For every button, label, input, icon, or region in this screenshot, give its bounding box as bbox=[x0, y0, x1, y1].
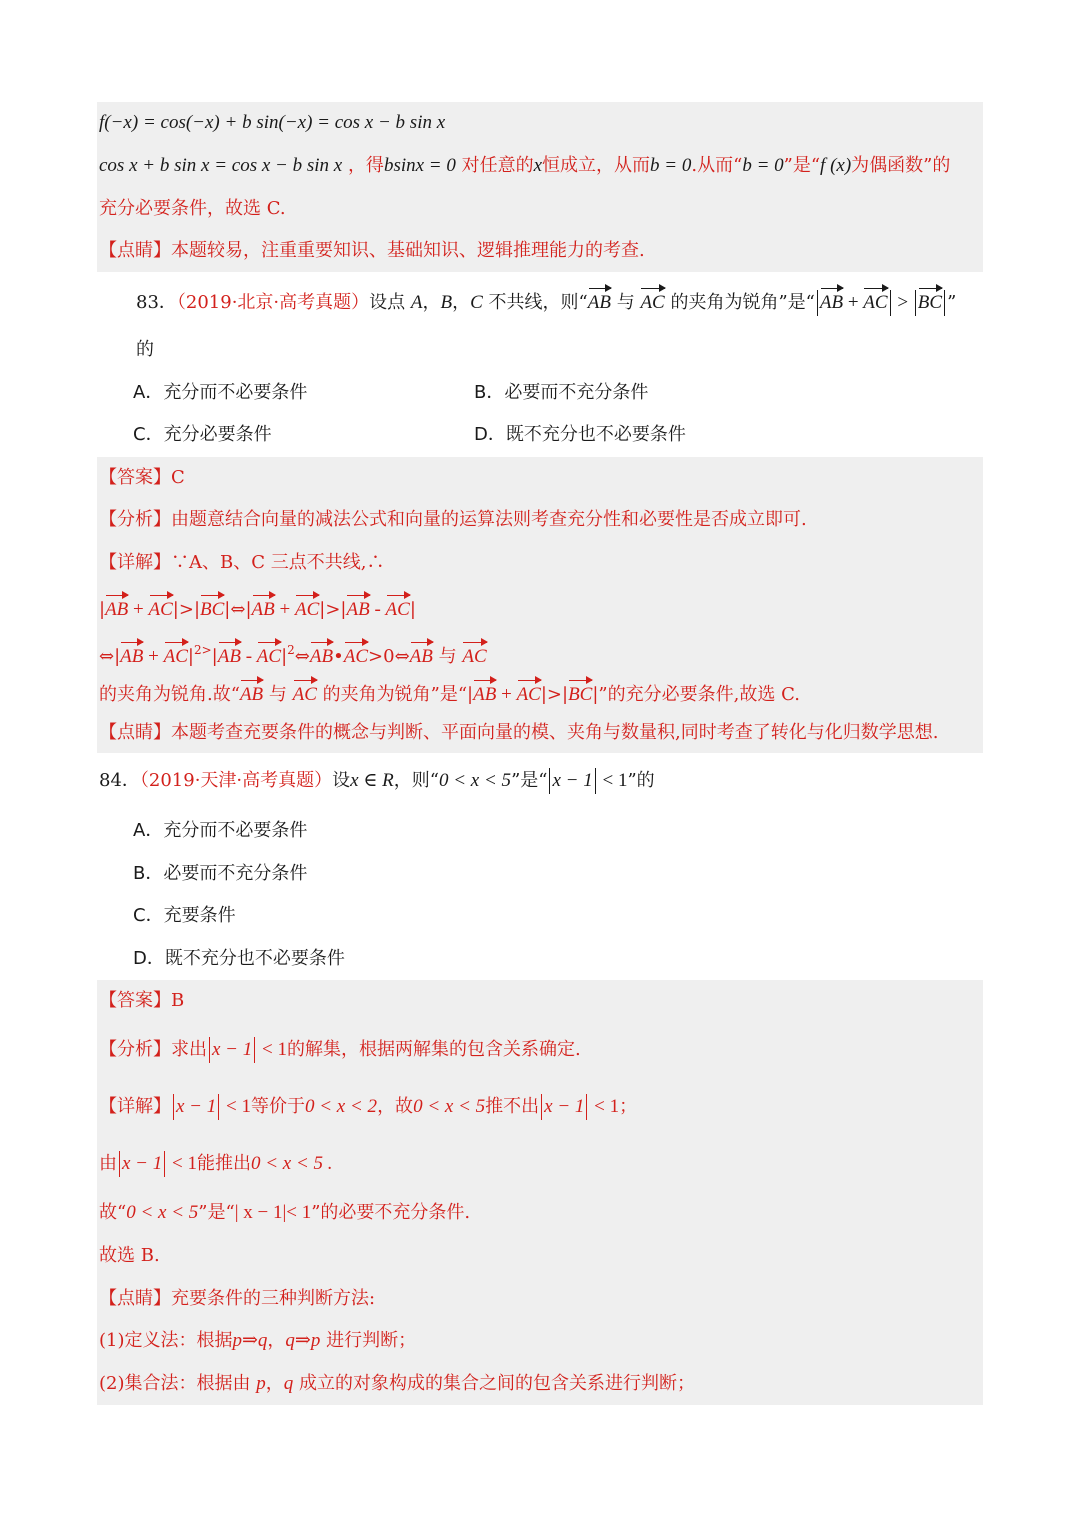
formula-lt-1: < 1 bbox=[257, 1039, 287, 1060]
question-source: （2019·天津·高考真题） bbox=[139, 770, 333, 791]
formula-b0-quote: b = 0 bbox=[742, 155, 784, 176]
pipe: | bbox=[224, 599, 231, 620]
q83-option-d[interactable]: D．既不充分也不必要条件 bbox=[474, 424, 686, 445]
formula-0-x-5: 0 < x < 5 bbox=[126, 1202, 199, 1223]
a84-answer: 【答案】B bbox=[99, 990, 185, 1011]
formula-x-minus-1: x − 1 bbox=[176, 1096, 217, 1117]
vector-AC: AC bbox=[295, 594, 319, 623]
a84-choose: 故选 B. bbox=[99, 1245, 160, 1266]
a84-detail bbox=[99, 1094, 637, 1120]
vector-AB: AB bbox=[218, 641, 241, 670]
vector-AC: AC bbox=[517, 679, 541, 708]
block1-line2 bbox=[99, 153, 950, 179]
abs-bar bbox=[549, 768, 550, 794]
block1-note: 【点睛】本题较易，注重重要知识、基础知识、逻辑推理能力的考查. bbox=[99, 240, 645, 261]
abs-bar bbox=[119, 1151, 120, 1177]
vector-AC: AC bbox=[386, 594, 410, 623]
abs-bar bbox=[254, 1037, 255, 1063]
conclusion-a: 的夹角为锐角.故“ bbox=[99, 684, 240, 705]
gt-zero: >0 bbox=[368, 646, 395, 667]
text-and: 与 bbox=[438, 646, 457, 667]
a84-method2 bbox=[99, 1371, 695, 1397]
a84-method1 bbox=[99, 1328, 416, 1354]
q84-option-b[interactable]: B．必要而不充分条件 bbox=[133, 863, 308, 884]
vector-AB: AB bbox=[120, 641, 143, 670]
abs-bar bbox=[595, 768, 596, 794]
text-de: ，得 bbox=[347, 155, 384, 176]
minus: - bbox=[240, 646, 257, 667]
formula-bsinx: bsinx = 0 bbox=[383, 155, 456, 176]
math-x: x bbox=[533, 155, 543, 176]
q83-option-b[interactable]: B．必要而不充分条件 bbox=[474, 382, 649, 403]
question-83-stem bbox=[136, 287, 956, 316]
square-gt: 2> bbox=[193, 643, 212, 657]
formula-x-minus-1: x − 1 bbox=[544, 1096, 585, 1117]
point-C: C bbox=[470, 292, 483, 313]
minus: - bbox=[369, 599, 386, 620]
iff: ⇔ bbox=[294, 646, 310, 667]
formula-lt-1: < 1 bbox=[167, 1153, 197, 1174]
q83-text-a: 设点 bbox=[369, 292, 406, 313]
hence-c: ”的必要不充分条件. bbox=[311, 1202, 471, 1223]
vector-AB: AB bbox=[240, 679, 263, 708]
vector-BC: BC bbox=[568, 679, 592, 708]
block1-line3: 充分必要条件，故选 C. bbox=[99, 198, 286, 219]
abs-bar bbox=[915, 290, 916, 316]
detail-e: ； bbox=[619, 1096, 638, 1117]
from-a: 由 bbox=[99, 1153, 117, 1174]
iff: ⇔ bbox=[99, 646, 115, 667]
pipe: | bbox=[99, 599, 106, 620]
formula-0-x-2: 0 < x < 2 bbox=[304, 1096, 378, 1117]
q83-option-a[interactable]: A．充分而不必要条件 bbox=[133, 382, 308, 403]
formula-0-x-5: 0 < x < 5 bbox=[413, 1096, 486, 1117]
abs-bar bbox=[218, 1094, 219, 1120]
formula-lt-1: < 1 bbox=[597, 770, 628, 791]
a83-answer: 【答案】C bbox=[99, 467, 185, 488]
formula-abs-x-1: | x − 1|< 1 bbox=[234, 1202, 312, 1223]
text-is: ”是“ bbox=[783, 155, 821, 176]
gt-bars: |>| bbox=[540, 684, 569, 705]
detail-d: 推不出 bbox=[485, 1096, 540, 1117]
abs-bar bbox=[890, 290, 891, 316]
var-p: p bbox=[256, 1373, 266, 1394]
gt-bars: |>| bbox=[319, 599, 347, 620]
a84-analysis bbox=[99, 1037, 581, 1063]
formula-0-x-5: 0 < x < 5 bbox=[438, 770, 512, 791]
vector-AB: AB bbox=[473, 679, 496, 708]
pipe: | bbox=[592, 684, 599, 705]
vector-AB: AB bbox=[410, 641, 433, 670]
comma: ， bbox=[267, 1330, 286, 1351]
formula-cos-equality: cos x + b sin x = cos x − b sin x bbox=[99, 155, 343, 176]
a84-note: 【点睛】充要条件的三种判断方法: bbox=[99, 1288, 376, 1309]
method2-a: (2)集合法：根据由 bbox=[99, 1373, 251, 1394]
vector-AB: AB bbox=[252, 594, 275, 623]
a84-hence bbox=[99, 1200, 470, 1226]
from-b: 能推出 bbox=[196, 1153, 251, 1174]
abs-bar bbox=[541, 1094, 542, 1120]
vector-AC: AC bbox=[293, 679, 317, 708]
text-always-holds: 恒成立，从而 bbox=[542, 155, 651, 176]
iff: ⇔ bbox=[230, 599, 246, 620]
q84-text-c: ”是“ bbox=[511, 770, 548, 791]
square: 2 bbox=[287, 643, 295, 657]
plus: + bbox=[496, 684, 517, 705]
formula-lt-1: < 1 bbox=[589, 1096, 620, 1117]
method1-a: (1)定义法：根据 bbox=[99, 1330, 233, 1351]
q84-text-b: ，则“ bbox=[393, 770, 439, 791]
vector-AB: AB bbox=[820, 287, 843, 316]
hence-a: 故“ bbox=[99, 1202, 127, 1223]
analysis-b: 的解集，根据两解集的包含关系确定. bbox=[286, 1039, 581, 1060]
gt: > bbox=[892, 292, 913, 313]
vector-AB: AB bbox=[588, 287, 611, 316]
formula-fx: f (x) bbox=[820, 155, 852, 176]
vector-AC: AC bbox=[149, 594, 173, 623]
a84-from bbox=[99, 1151, 333, 1177]
pipe: | bbox=[409, 599, 416, 620]
vector-AB: AB bbox=[105, 594, 128, 623]
method2-b: 成立的对象构成的集合之间的包含关系进行判断； bbox=[298, 1373, 695, 1394]
vector-AC: AC bbox=[462, 641, 486, 670]
a83-step1 bbox=[99, 594, 416, 623]
pipe: | bbox=[187, 646, 194, 667]
analysis-a: 【分析】求出 bbox=[99, 1039, 207, 1060]
q84-text-d: ”的 bbox=[627, 770, 655, 791]
comma: ， bbox=[265, 1373, 284, 1394]
hence-b: ”是“ bbox=[198, 1202, 235, 1223]
formula-q-implies-p: q⇒p bbox=[285, 1330, 321, 1351]
vector-AB: AB bbox=[310, 641, 333, 670]
pipe: | bbox=[114, 646, 121, 667]
plus: + bbox=[274, 599, 295, 620]
formula-f-neg-x: f(−x) = cos(−x) + b sin(−x) = cos x − b sin x bbox=[99, 112, 446, 133]
vector-BC: BC bbox=[918, 287, 942, 316]
detail-b: 等价于 bbox=[250, 1096, 305, 1117]
text-hence: .从而“ bbox=[691, 155, 743, 176]
formula-p-implies-q: p⇒q bbox=[232, 1330, 268, 1351]
text-even-function: 为偶函数”的 bbox=[851, 155, 951, 176]
conclusion-b: 与 bbox=[268, 684, 287, 705]
abs-bar bbox=[586, 1094, 587, 1120]
pipe: | bbox=[467, 684, 474, 705]
a83-conclusion bbox=[99, 679, 800, 708]
abs-bar bbox=[944, 290, 945, 316]
vector-AB: AB bbox=[346, 594, 369, 623]
comma: ， bbox=[452, 292, 471, 313]
plus: + bbox=[843, 292, 864, 313]
question-source: （2019·北京·高考真题） bbox=[176, 292, 370, 313]
q84-option-c[interactable]: C．充要条件 bbox=[133, 905, 236, 926]
vector-AC: AC bbox=[344, 641, 368, 670]
gt-bars: |>| bbox=[172, 599, 201, 620]
point-A: A bbox=[410, 292, 423, 313]
a83-note: 【点睛】本题考查充要条件的概念与判断、平面向量的模、夹角与数量积,同时考查了转化与化归数学思想. bbox=[99, 722, 939, 743]
vector-AC: AC bbox=[863, 287, 887, 316]
a83-analysis: 【分析】由题意结合向量的减法公式和向量的运算法则考查充分性和必要性是否成立即可. bbox=[99, 509, 807, 530]
formula-0-x-5-dot: 0 < x < 5 . bbox=[250, 1153, 333, 1174]
q83-text-d: 的夹角为锐角”是“ bbox=[670, 292, 815, 313]
pipe: | bbox=[245, 599, 252, 620]
method1-b: 进行判断； bbox=[326, 1330, 417, 1351]
vector-AC: AC bbox=[640, 287, 664, 316]
a83-detail: 【详解】∵A、B、C 三点不共线,∴ bbox=[99, 552, 385, 573]
formula-x-minus-1: x − 1 bbox=[122, 1153, 163, 1174]
abs-bar bbox=[209, 1037, 210, 1063]
conclusion-c: 的夹角为锐角”是“ bbox=[322, 684, 468, 705]
q83-text-c: 与 bbox=[616, 292, 635, 313]
q83-option-c[interactable]: C．充分必要条件 bbox=[133, 424, 272, 445]
abs-bar bbox=[173, 1094, 174, 1120]
abs-bar bbox=[164, 1151, 165, 1177]
q84-option-d[interactable]: D．既不充分也不必要条件 bbox=[133, 948, 345, 969]
text-for-any: 对任意的 bbox=[461, 155, 534, 176]
abs-bar bbox=[817, 290, 818, 316]
q83-text-b: 不共线，则“ bbox=[488, 292, 588, 313]
point-B: B bbox=[440, 292, 453, 313]
var-q: q bbox=[283, 1373, 294, 1394]
pipe: | bbox=[211, 646, 218, 667]
detail-c: ，故 bbox=[377, 1096, 414, 1117]
vector-BC: BC bbox=[200, 594, 224, 623]
formula-lt-1: < 1 bbox=[221, 1096, 251, 1117]
plus: + bbox=[143, 646, 164, 667]
question-83-tail: 的 bbox=[136, 339, 154, 360]
question-number: 83． bbox=[136, 292, 177, 313]
formula-x-minus-1: x − 1 bbox=[212, 1039, 253, 1060]
q84-text-a: 设 bbox=[332, 770, 351, 791]
q83-text-e: ” bbox=[947, 292, 957, 313]
iff: ⇔ bbox=[394, 646, 410, 667]
detail-a: 【详解】 bbox=[99, 1096, 171, 1117]
a83-step2 bbox=[99, 637, 487, 670]
question-84-stem bbox=[99, 768, 655, 794]
formula-b0: b = 0 bbox=[650, 155, 692, 176]
question-number: 84． bbox=[99, 770, 140, 791]
vector-AC: AC bbox=[257, 641, 281, 670]
dot-product: • bbox=[333, 646, 344, 667]
pipe: | bbox=[281, 646, 288, 667]
conclusion-d: ”的充分必要条件,故选 C. bbox=[598, 684, 800, 705]
comma: ， bbox=[422, 292, 441, 313]
plus: + bbox=[128, 599, 149, 620]
formula-x-in-R: x ∈ R bbox=[350, 770, 394, 791]
q84-option-a[interactable]: A．充分而不必要条件 bbox=[133, 820, 308, 841]
vector-AC: AC bbox=[164, 641, 188, 670]
formula-x-minus-1: x − 1 bbox=[552, 770, 593, 791]
